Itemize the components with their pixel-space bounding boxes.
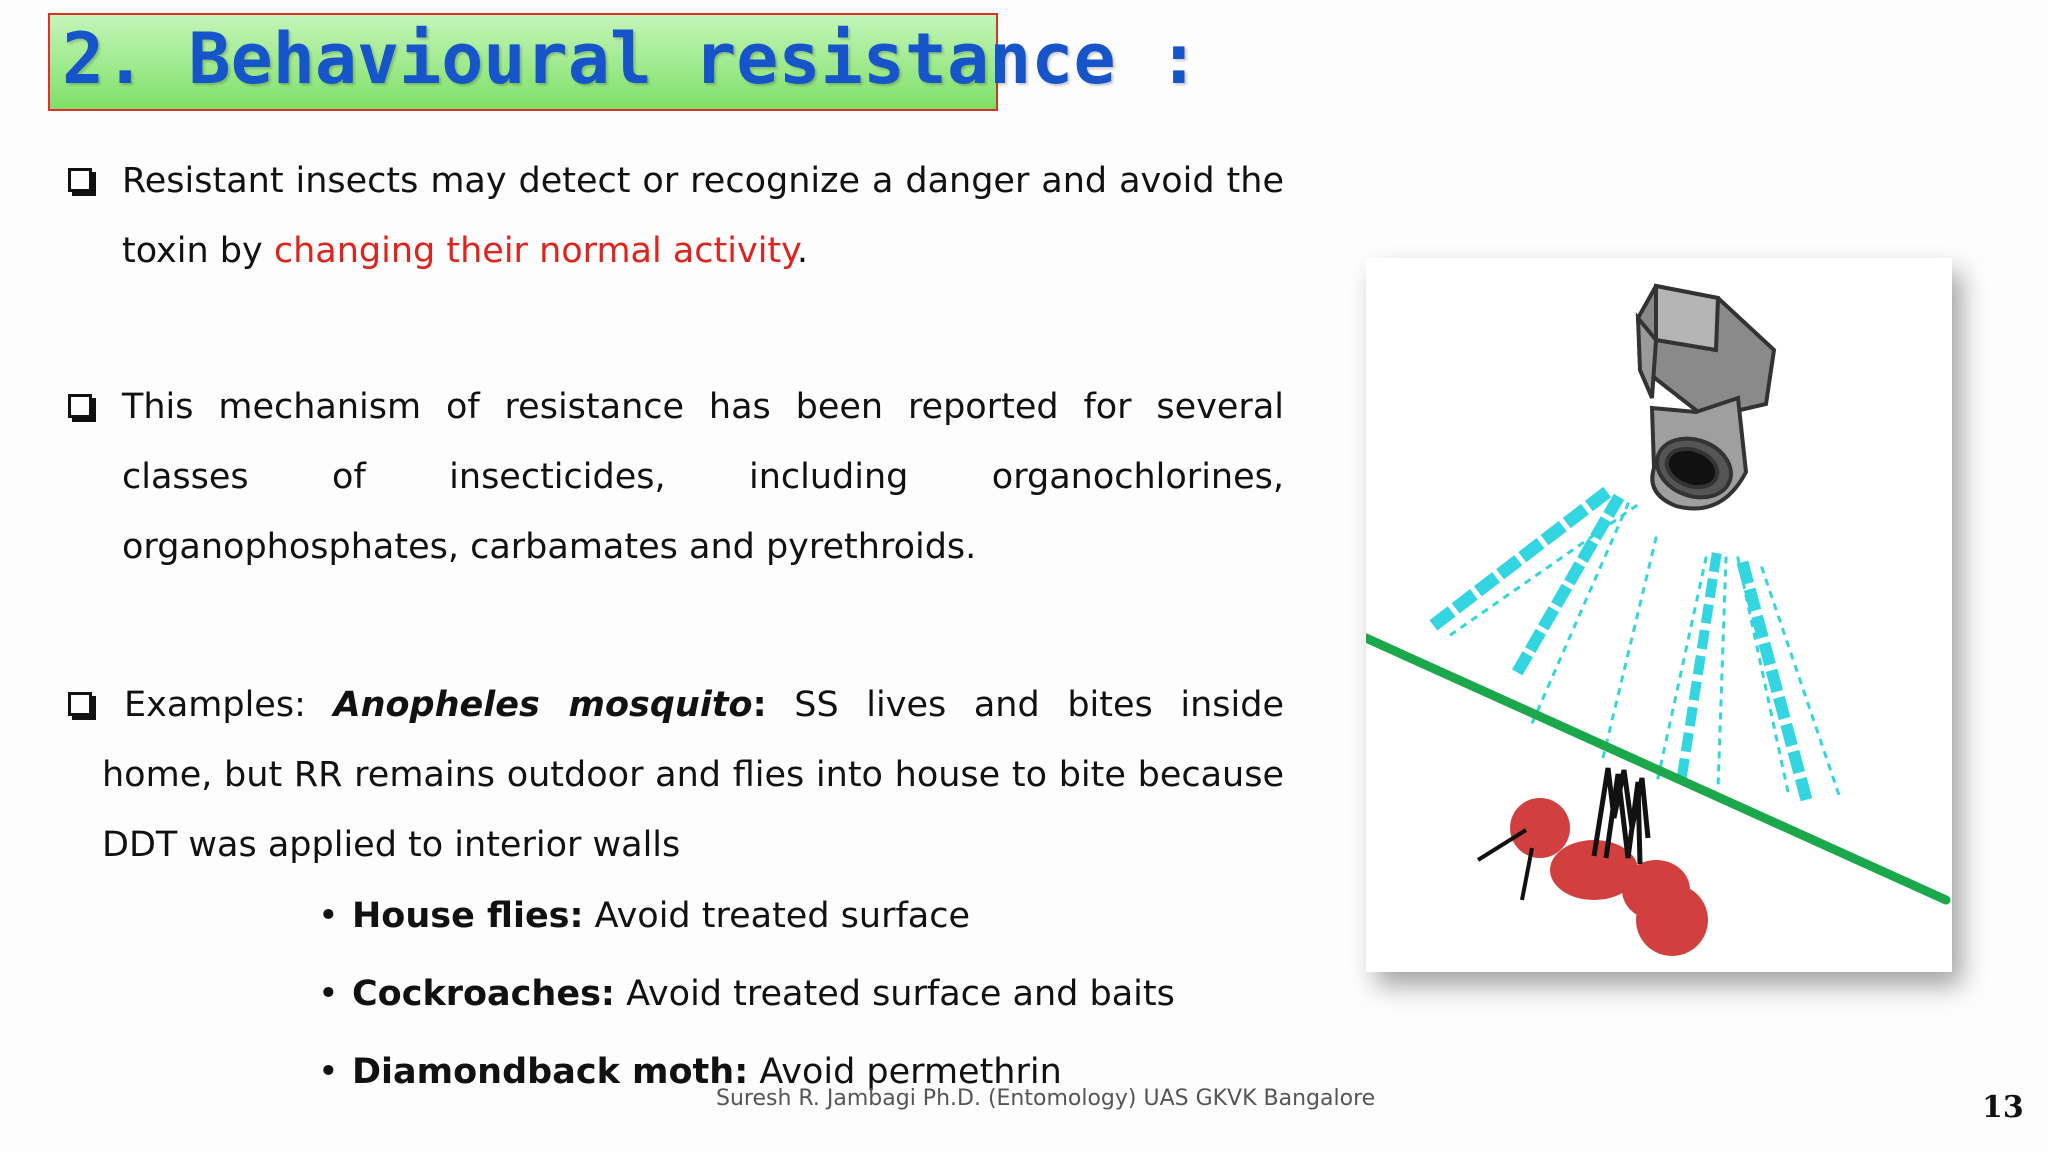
example-desc: Avoid treated surface and baits [626,974,1175,1014]
slide-title: 2. Behavioural resistance : [62,18,1200,100]
bullet-1-end: . [796,231,808,271]
bullet-2-text: This mechanism of resistance has been reported for several classes of insecticides, including organochlorines, organophosphates, carbamates and pyrethroids. [122,387,1284,567]
bullet-square-icon [68,692,92,716]
example-name: Cockroaches: [352,974,615,1014]
footer-credit: Suresh R. Jambagi Ph.D. (Entomology) UAS GKVK Bangalore [716,1086,1376,1111]
bullet-3 [102,670,1284,880]
example-desc: Avoid permethrin [759,1052,1062,1092]
spray-droplets [1430,496,1840,798]
bullet-1-highlight: changing their normal activity [273,231,797,271]
example-name: Diamondback moth: [352,1052,749,1092]
spray-nozzle-icon [1638,286,1774,508]
bullet-3-rest: SS lives and bites inside home, but RR remains outdoor and flies into house to bite because DDT was applied to interior walls [102,685,1284,865]
bullet-3-prefix: Examples: [124,685,334,725]
figure-illustration [1366,258,1952,972]
bullet-3-species: Anopheles mosquito [333,685,753,725]
example-item: • Diamondback moth: Avoid permethrin [318,1052,1062,1092]
bullet-1-text: Resistant insects may detect or recognize a danger and avoid the toxin by [122,161,1284,271]
example-item: • House flies: Avoid treated surface [318,896,971,936]
bullet-2 [122,372,1284,582]
bullet-1 [122,146,1284,286]
example-name: House flies: [352,896,584,936]
bullet-3-colon: : [752,685,767,725]
behavioural-resistance-figure [1366,258,1952,972]
example-item: • Cockroaches: Avoid treated surface and baits [318,974,1175,1014]
page-number: 13 [1982,1090,2024,1125]
bullet-square-icon [68,394,92,418]
example-desc: Avoid treated surface [594,896,971,936]
insect-icon [1478,768,1708,956]
bullet-square-icon [68,168,92,192]
